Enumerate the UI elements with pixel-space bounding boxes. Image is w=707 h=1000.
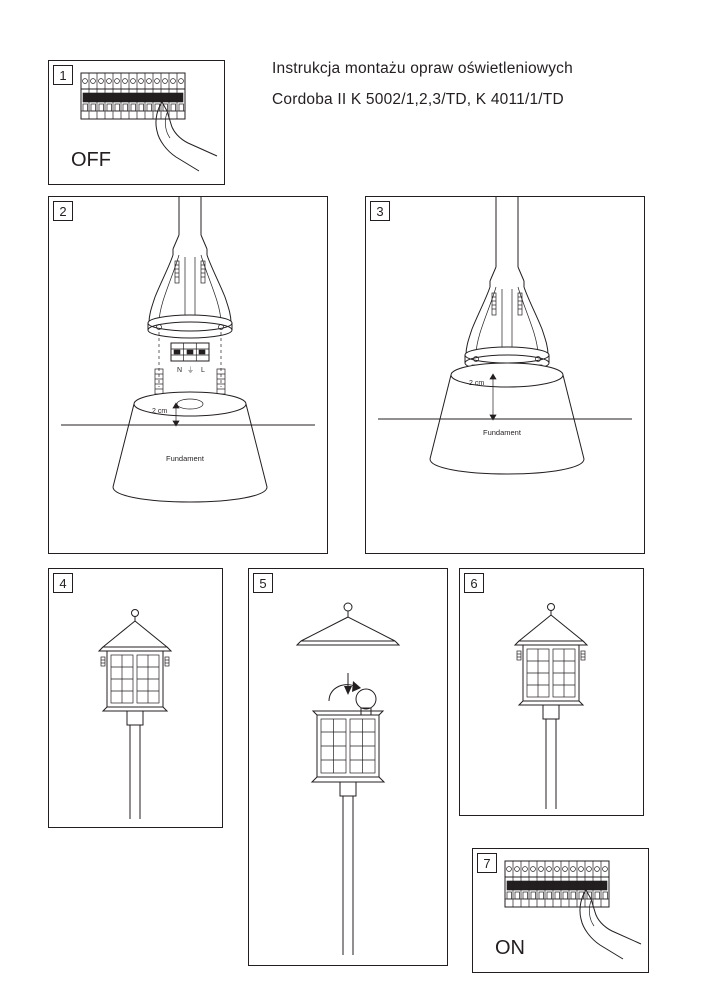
bulb-install-illustration [249,569,447,965]
step-badge-4: 4 [53,573,73,593]
step-badge-7: 7 [477,853,497,873]
step-badge-2: 2 [53,201,73,221]
step-badge-3: 3 [370,201,390,221]
foundation-label-3: Fundament [483,428,521,437]
terminal-label-n: N [177,367,183,374]
lantern-head-illustration [49,569,222,827]
document-title [272,60,692,122]
title-line-1: Instrukcja montażu opraw oświetleniowych [272,60,573,77]
foundation-label-2: Fundament [166,454,204,463]
gap-caption-2: 2 cm [152,408,168,415]
panel-step-3 [365,196,645,554]
panel-step-7 [472,848,649,973]
pole-installed-illustration [366,197,644,553]
gap-caption-3: 2 cm [469,380,485,387]
breaker-off-label: OFF [71,149,111,171]
terminal-label-pe: ⏚ [187,367,194,374]
panel-step-4 [48,568,223,828]
step-badge-5: 5 [253,573,273,593]
step-badge-6: 6 [464,573,484,593]
panel-step-5 [248,568,448,966]
panel-step-6 [459,568,644,816]
base-wiring-illustration [49,197,327,553]
panel-step-2 [48,196,328,554]
breaker-on-label: ON [495,937,525,959]
title-line-2: Cordoba II K 5002/1,2,3/TD, K 4011/1/TD [272,91,564,108]
panel-step-1 [48,60,225,185]
step-badge-1: 1 [53,65,73,85]
lantern-closed-illustration [460,569,643,815]
terminal-label-l: L [201,367,205,374]
